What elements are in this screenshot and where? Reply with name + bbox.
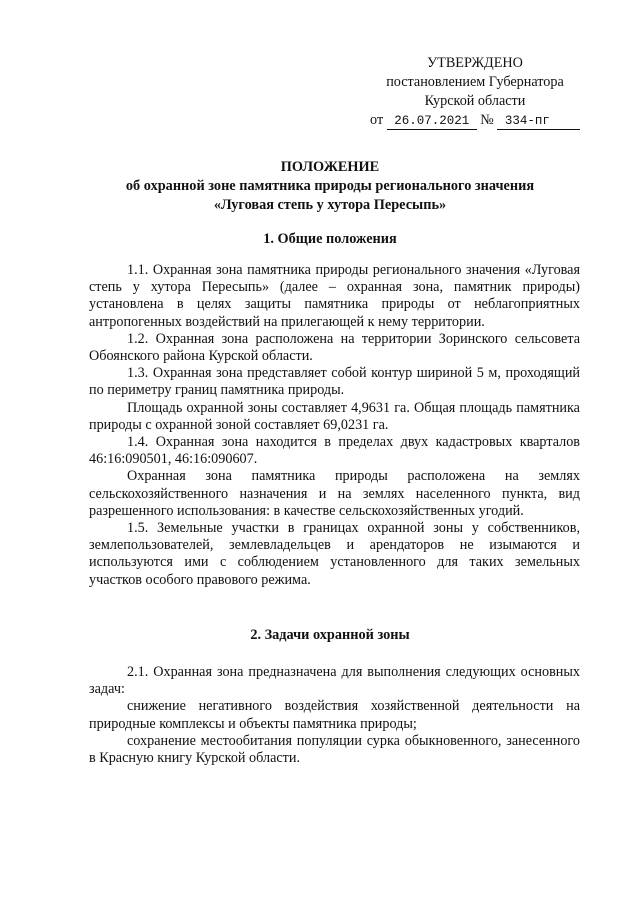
- paragraph: 1.4. Охранная зона находится в пределах двух кадастровых кварталов 46:16:090501, 46:16:090607.: [89, 434, 580, 468]
- paragraph: 2.1. Охранная зона предназначена для выполнения следующих основных задач:: [89, 664, 580, 698]
- paragraph: снижение негативного воздействия хозяйственной деятельности на природные комплексы и объекты памятника природы;: [89, 698, 580, 732]
- title-subtitle-1: об охранной зоне памятника природы регионального значения: [125, 178, 535, 194]
- document-title: [80, 158, 580, 215]
- approval-region: Курской области: [424, 93, 526, 109]
- approval-date: 26.07.2021: [387, 114, 477, 130]
- approval-number: 334-пг: [497, 114, 580, 130]
- paragraph: Площадь охранной зоны составляет 4,9631 га. Общая площадь памятника природы с охранной зоной составляет 69,0231 га.: [89, 399, 580, 433]
- approval-date-prefix: от: [370, 112, 384, 128]
- paragraph: 1.3. Охранная зона представляет собой контур шириной 5 м, проходящий по периметру границ памятника природы.: [89, 365, 580, 399]
- section-2-body: [89, 664, 580, 767]
- approval-authority: постановлением Губернатора: [386, 74, 564, 90]
- section-2-heading: 2. Задачи охранной зоны: [250, 627, 410, 643]
- section-1-body: [89, 262, 580, 589]
- title-main: ПОЛОЖЕНИЕ: [280, 159, 380, 175]
- paragraph: 1.2. Охранная зона расположена на территории Зоринского сельсовета Обоянского района Курской области.: [89, 330, 580, 365]
- approval-number-prefix: №: [480, 112, 494, 128]
- approval-date-line: [360, 111, 590, 130]
- paragraph: Охранная зона памятника природы расположена на землях сельскохозяйственного назначения и на землях населенного пункта, вид разрешенного использования: в качестве сельскохозяйственных угодий.: [89, 468, 580, 519]
- paragraph: сохранение местообитания популяции сурка обыкновенного, занесенного в Красную книгу Курской области.: [89, 732, 580, 767]
- paragraph: 1.5. Земельные участки в границах охранной зоны у собственников, землепользователей, землевладельцев и арендаторов не изымаются и используются ими с соблюдением установленного для таких земельных участков особого правового режима.: [89, 520, 580, 588]
- title-subtitle-2: «Луговая степь у хутора Пересыпь»: [213, 197, 447, 213]
- section-1-heading: 1. Общие положения: [263, 231, 397, 247]
- paragraph: 1.1. Охранная зона памятника природы регионального значения «Луговая степь у хутора Пересыпь» (далее – охранная зона, памятник природы) установлена в целях защиты памятника природы от неблагоприятных антропогенных воздействий на прилегающей к нему территории.: [89, 262, 580, 330]
- approval-block: [360, 54, 590, 130]
- approval-title: УТВЕРЖДЕНО: [427, 55, 523, 71]
